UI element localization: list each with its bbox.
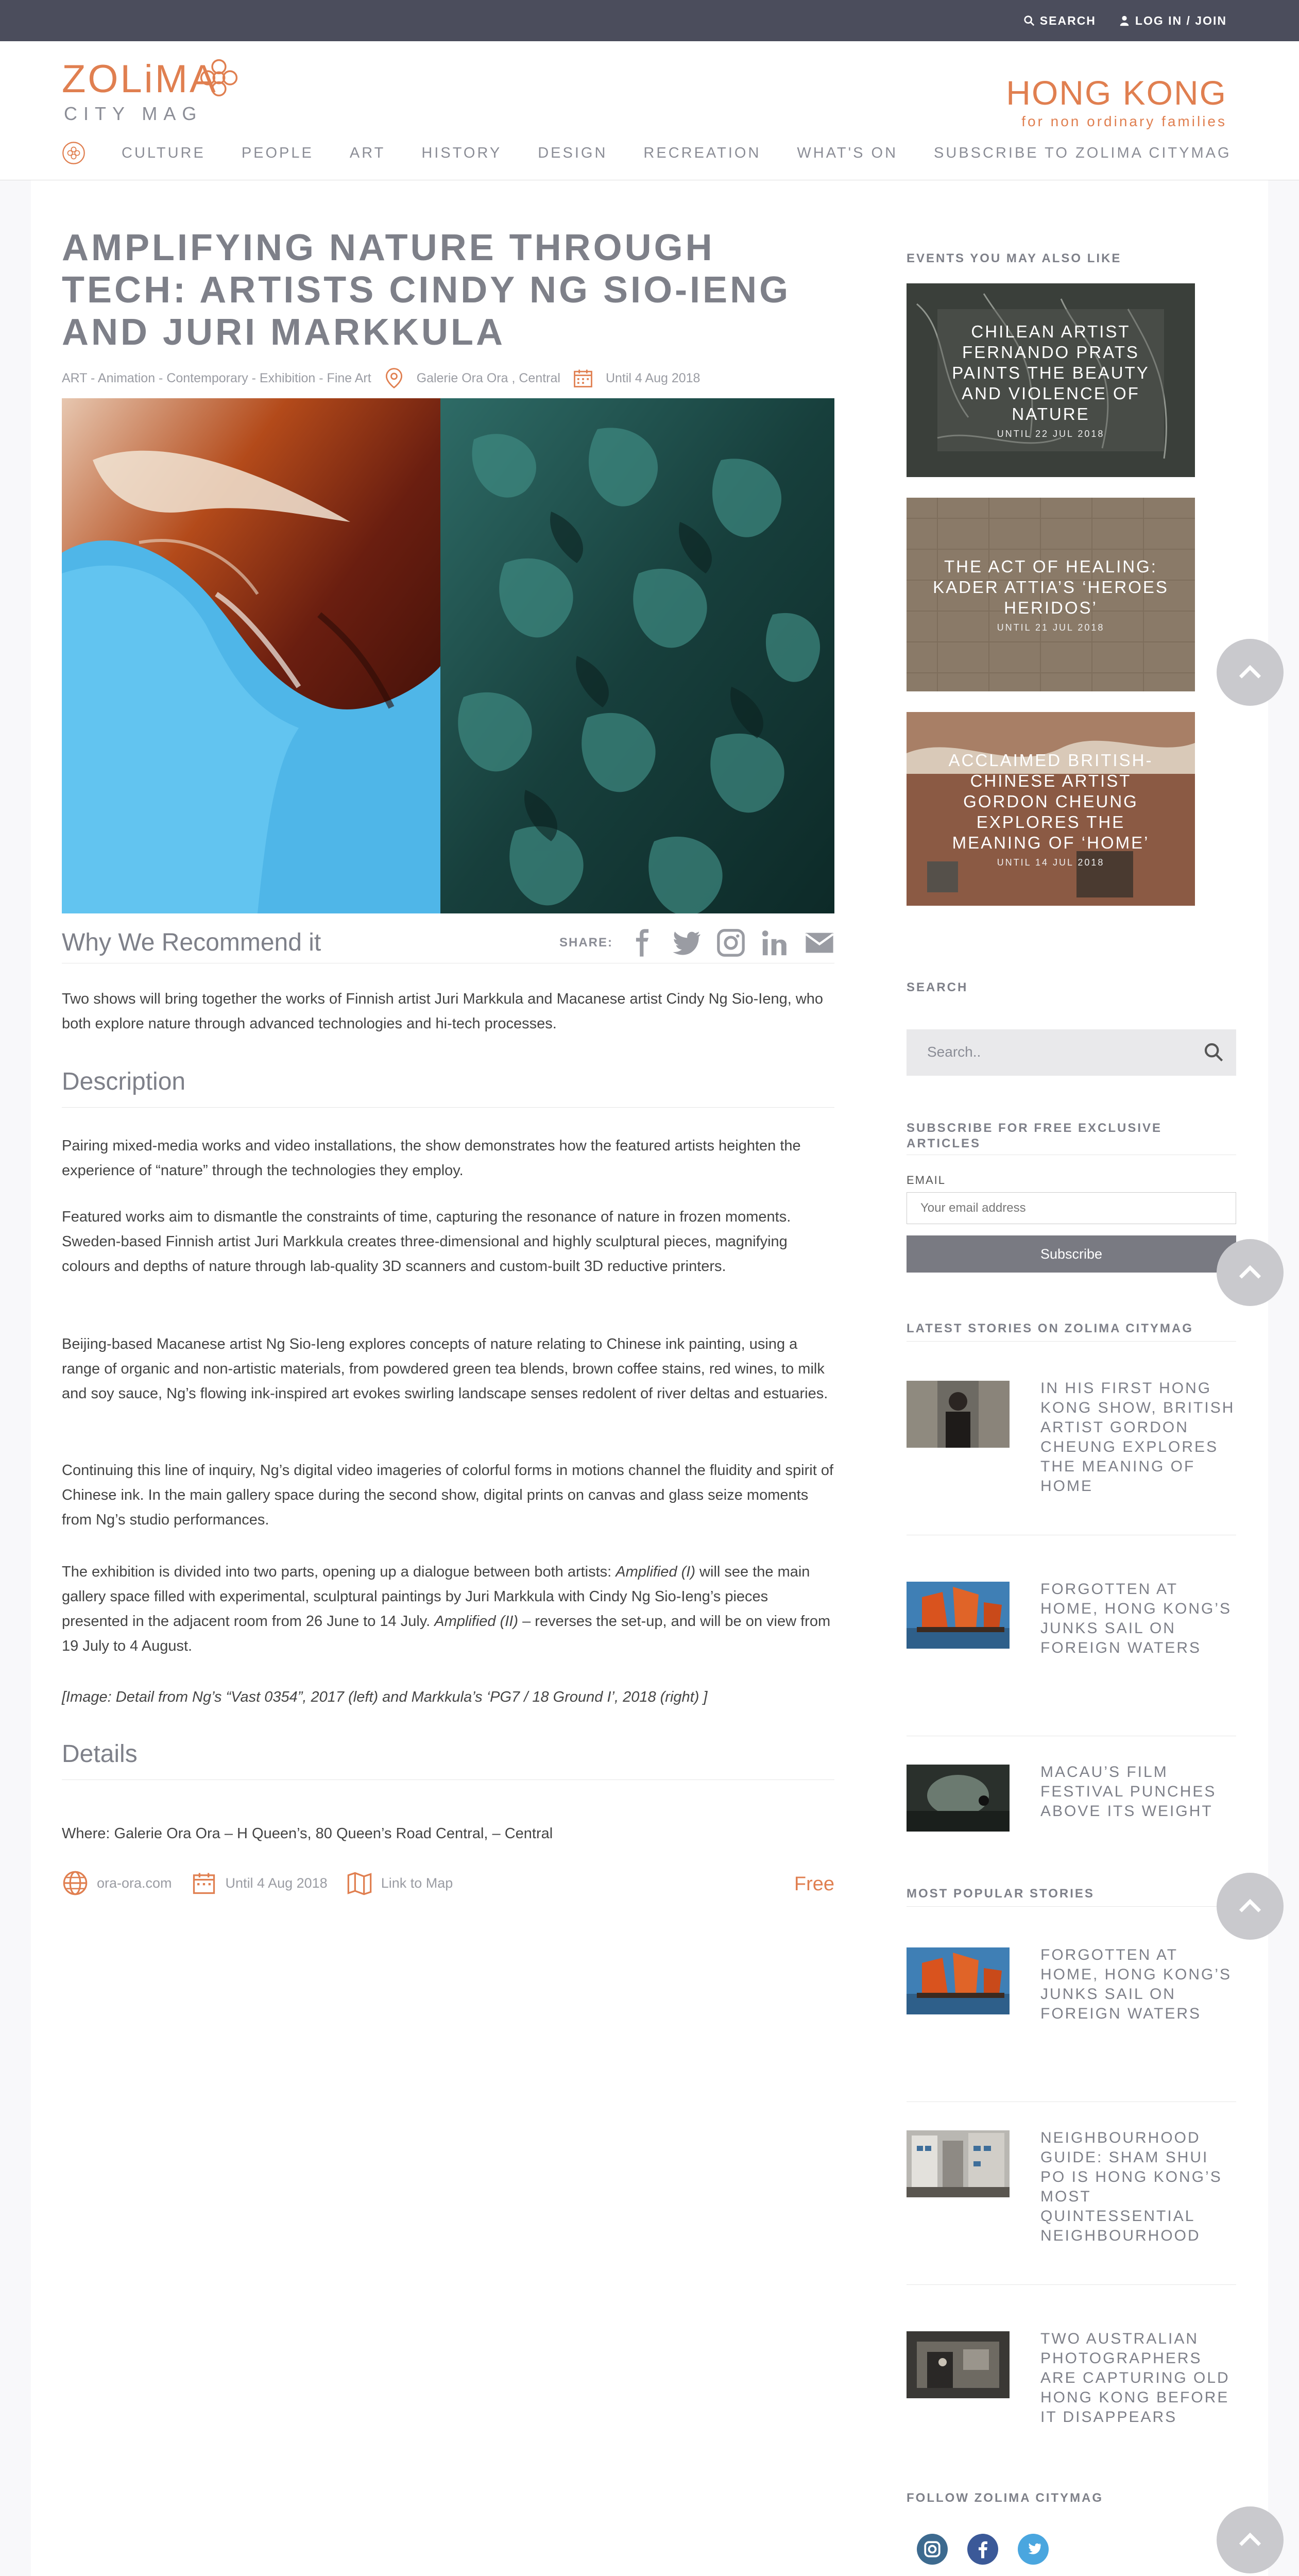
story-title: MACAU’S FILM FESTIVAL PUNCHES ABOVE ITS WEIGHT: [1040, 1764, 1217, 1820]
events-heading: EVENTS YOU MAY ALSO LIKE: [907, 251, 1122, 265]
event-title: THE ACT OF HEALING: KADER ATTIA’S ‘HEROES HERIDOS’: [933, 556, 1169, 617]
website-label: ora-ora.com: [97, 1875, 172, 1891]
map-icon: [346, 1870, 373, 1896]
story-title: NEIGHBOURHOOD GUIDE: SHAM SHUI PO IS HONG KONG’S MOST QUINTESSENTIAL NEIGHBOURHOOD: [1040, 2129, 1222, 2244]
location-pin-icon: [383, 367, 405, 389]
nav-history[interactable]: HISTORY: [421, 144, 502, 161]
region-title: HONG KONG: [1006, 74, 1227, 112]
search-icon: [1023, 15, 1035, 26]
recommend-heading: Why We Recommend it: [62, 929, 321, 956]
search-link[interactable]: [1023, 14, 1096, 28]
chevron-up-icon: [1236, 658, 1264, 687]
article-location[interactable]: Galerie Ora Ora , Central: [416, 370, 560, 385]
nav-subscribe[interactable]: SUBSCRIBE TO ZOLIMA CITYMAG: [934, 144, 1232, 161]
login-link-label: LOG IN / JOIN: [1135, 13, 1227, 27]
story-item[interactable]: [907, 1765, 1236, 1842]
details-until: Until 4 Aug 2018: [225, 1875, 328, 1891]
recommend-row: [62, 922, 834, 963]
description-section-head: [62, 1061, 834, 1108]
email-label: EMAIL: [907, 1174, 946, 1187]
chevron-up-icon: [1236, 2526, 1264, 2554]
details-where: Where: Galerie Ora Ora – H Queen’s, 80 Queen’s Road Central, – Central: [62, 1825, 553, 1842]
share-label: SHARE:: [559, 935, 613, 950]
price-label: Free: [794, 1873, 834, 1895]
scroll-top-button[interactable]: [1217, 639, 1284, 706]
scroll-top-button[interactable]: [1217, 1239, 1284, 1306]
share-bar: [559, 928, 834, 958]
follow-heading: FOLLOW ZOLIMA CITYMAG: [907, 2491, 1104, 2505]
email-placeholder: Your email address: [920, 1201, 1026, 1215]
site-logo[interactable]: [62, 54, 237, 126]
globe-icon: [62, 1870, 89, 1896]
region-block: [1006, 73, 1227, 130]
story-title: FORGOTTEN AT HOME, HONG KONG’S JUNKS SAIL ON FOREIGN WATERS: [1040, 1581, 1232, 1656]
story-thumbnail: [907, 2130, 1010, 2197]
subscribe-button[interactable]: Subscribe: [907, 1235, 1236, 1273]
p5-text-a: The exhibition is divided into two parts, opening up a dialogue between both artists:: [62, 1564, 616, 1580]
event-title: CHILEAN ARTIST FERNANDO PRATS PAINTS THE BEAUTY AND VIOLENCE OF NATURE: [952, 321, 1150, 423]
story-item[interactable]: [907, 2331, 1236, 2486]
story-thumbnail: [907, 1381, 1010, 1448]
event-text: [907, 712, 1195, 906]
email-icon[interactable]: [805, 928, 834, 958]
recommend-text: Two shows will bring together the works of Finnish artist Juri Markkula and Macanese artist Cindy Ng Sio-Ieng, who both explore nature through advanced technologies and hi-tech processes.: [62, 991, 824, 1032]
map-link[interactable]: [346, 1870, 453, 1896]
top-bar: [0, 0, 1299, 41]
login-link[interactable]: [1119, 14, 1227, 28]
story-thumbnail: [907, 2331, 1010, 2398]
nav-whats-on[interactable]: WHAT'S ON: [797, 144, 898, 161]
site-header: [0, 41, 1299, 180]
event-text: [907, 283, 1195, 477]
article-until: Until 4 Aug 2018: [605, 370, 700, 385]
description-paragraph: Continuing this line of inquiry, Ng’s digital video imageries of colorful forms in motions channel the fluidity and spirit of Chinese ink. In the main gallery space during the second show, digital prints on canvas and glass seize moments from Ng’s studio performances.: [62, 1462, 834, 1528]
story-thumbnail: [907, 1582, 1010, 1649]
instagram-icon[interactable]: [917, 2534, 948, 2565]
linkedin-icon[interactable]: [760, 928, 790, 958]
twitter-icon[interactable]: [672, 928, 702, 958]
email-input[interactable]: [907, 1192, 1236, 1224]
event-card[interactable]: [907, 283, 1195, 477]
region-tagline: for non ordinary families: [1021, 113, 1227, 129]
event-date: UNTIL 14 JUL 2018: [997, 857, 1105, 868]
story-item[interactable]: [907, 1582, 1236, 1736]
nav-people[interactable]: PEOPLE: [241, 144, 314, 161]
story-item[interactable]: [907, 1947, 1236, 2102]
main-nav: [62, 140, 1232, 166]
event-card[interactable]: [907, 498, 1195, 691]
hero-artwork-illustration: [62, 398, 834, 913]
nav-culture[interactable]: CULTURE: [122, 144, 206, 161]
map-link-label: Link to Map: [381, 1875, 453, 1891]
p5-amplified-one: Amplified (I): [616, 1564, 695, 1580]
calendar-icon: [572, 367, 594, 389]
search-heading: SEARCH: [907, 980, 968, 994]
details-date: [191, 1870, 328, 1896]
description-paragraph: Beijing-based Macanese artist Ng Sio-Ieng explores concepts of nature relating to Chinese ink painting, using a range of organic and non-artistic materials, from powdered green tea blends, brown coffee stains, red wines, to milk and soy sauce, Ng’s flowing ink-inspired art evokes swirling landscape senses redolent of river deltas and estuaries.: [62, 1336, 828, 1402]
story-item[interactable]: [907, 1381, 1236, 1535]
instagram-icon[interactable]: [716, 928, 746, 958]
article-meta: [62, 367, 700, 389]
nav-recreation[interactable]: RECREATION: [643, 144, 761, 161]
scroll-top-button[interactable]: [1217, 2506, 1284, 2573]
latest-heading: LATEST STORIES ON ZOLIMA CITYMAG: [907, 1321, 1236, 1342]
article-categories[interactable]: ART - Animation - Contemporary - Exhibition - Fine Art: [62, 370, 371, 385]
description-paragraph: Pairing mixed-media works and video installations, the show demonstrates how the featured artists heighten the experience of “nature” through the technologies they employ.: [62, 1138, 801, 1179]
twitter-icon[interactable]: [1018, 2534, 1049, 2565]
story-title: FORGOTTEN AT HOME, HONG KONG’S JUNKS SAIL ON FOREIGN WATERS: [1040, 1946, 1232, 2022]
website-link[interactable]: [62, 1870, 172, 1896]
p5-text-c: will see the main gallery space filled with experimental, sculptural paintings by Juri Markkula with Cindy Ng Sio-Ieng’s pieces presented in the adjacent room from 26 June to 14 July.: [62, 1564, 810, 1630]
sidebar-search-input[interactable]: [907, 1029, 1236, 1076]
calendar-icon: [191, 1870, 217, 1896]
p5-text-e: – reverses the set-up, and will be on view from 19 July to 4 August.: [62, 1613, 831, 1654]
chevron-up-icon: [1236, 1258, 1264, 1287]
popular-heading: MOST POPULAR STORIES: [907, 1887, 1236, 1907]
subscribe-heading: SUBSCRIBE FOR FREE EXCLUSIVE ARTICLES: [907, 1121, 1236, 1155]
event-date: UNTIL 21 JUL 2018: [997, 622, 1105, 633]
details-heading: Details: [62, 1740, 138, 1768]
event-title: ACCLAIMED BRITISH-CHINESE ARTIST GORDON CHEUNG EXPLORES THE MEANING OF ‘HOME’: [948, 750, 1153, 852]
nav-design[interactable]: DESIGN: [538, 144, 608, 161]
story-title: IN HIS FIRST HONG KONG SHOW, BRITISH ARTIST GORDON CHEUNG EXPLORES THE MEANING OF HOME: [1040, 1380, 1235, 1495]
story-item[interactable]: [907, 2130, 1236, 2285]
user-icon: [1119, 15, 1130, 26]
story-title: TWO AUSTRALIAN PHOTOGRAPHERS ARE CAPTURING OLD HONG KONG BEFORE IT DISAPPEARS: [1040, 2330, 1230, 2426]
p5-amplified-two: Amplified (II): [434, 1613, 519, 1630]
details-section-head: [62, 1734, 834, 1780]
scroll-top-button[interactable]: [1217, 1873, 1284, 1940]
event-text: [907, 498, 1195, 691]
facebook-icon[interactable]: [627, 928, 657, 958]
search-placeholder: Search..: [927, 1044, 981, 1060]
story-thumbnail: [907, 1765, 1010, 1832]
chevron-up-icon: [1236, 1892, 1264, 1921]
article-title: AMPLIFYING NATURE THROUGH TECH: ARTISTS CINDY NG SIO-IENG AND JURI MARKKULA: [62, 227, 791, 353]
home-flower-icon[interactable]: [62, 141, 86, 165]
event-card[interactable]: [907, 712, 1195, 906]
sidebar-social-icons: [917, 2534, 1049, 2565]
details-row: [62, 1865, 834, 1901]
flower-logo-icon: [197, 56, 241, 100]
facebook-icon[interactable]: [967, 2534, 998, 2565]
search-link-label: SEARCH: [1039, 13, 1096, 27]
event-date: UNTIL 22 JUL 2018: [997, 428, 1105, 439]
hero-image: [62, 398, 834, 913]
top-bar-links: [1023, 0, 1227, 41]
description-paragraph: Featured works aim to dismantle the constraints of time, capturing the resonance of nature in frozen moments. Sweden-based Finnish artist Juri Markkula creates three-dimensional and highly sculptural pieces, magnifying colours and depths of nature through lab-quality 3D scanners and custom-built 3D reductive printers.: [62, 1209, 791, 1275]
logo-wordmark: ZOLiMA: [62, 57, 218, 101]
nav-art[interactable]: ART: [349, 144, 386, 161]
logo-subtitle: CITY MAG: [64, 103, 203, 124]
search-icon[interactable]: [1203, 1042, 1224, 1062]
description-paragraph: [62, 1560, 834, 1658]
description-heading: Description: [62, 1068, 186, 1095]
image-caption: [Image: Detail from Ng’s “Vast 0354”, 2017 (left) and Markkula’s ‘PG7 / 18 Ground I’, 2018 (right) ]: [62, 1689, 708, 1705]
story-thumbnail: [907, 1947, 1010, 2014]
